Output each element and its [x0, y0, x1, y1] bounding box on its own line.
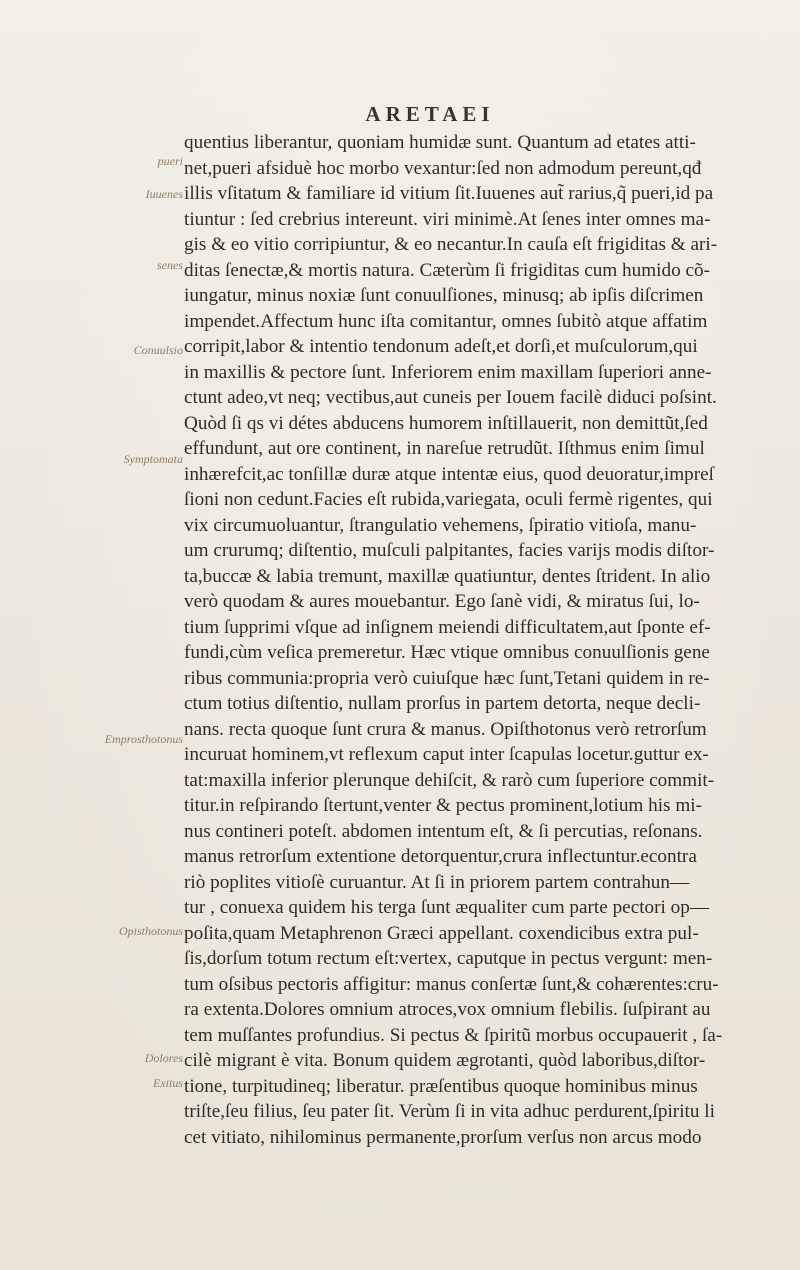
- text-line: nus contineri poteſt. abdomen intentum eſt, & ſi percutias, reſonans.: [184, 820, 703, 842]
- running-title: ARETAEI: [365, 102, 495, 126]
- body-text: [184, 130, 756, 1150]
- margin-notes: [58, 0, 183, 1270]
- margin-note: pueri: [157, 154, 183, 168]
- text-line: quentius liberantur, quoniam humidæ sunt. Quantum ad etates atti-: [184, 132, 696, 153]
- text-line: titur.in reſpirando ſtertunt,venter & pectus prominent,lotium his mi-: [184, 795, 702, 816]
- text-line: ra extenta.Dolores omnium atroces,vox omnium flebilis. ſuſpirant au: [184, 999, 711, 1020]
- text-line: ſis,dorſum totum rectum eſt:vertex, caputque in pectus vergunt: men-: [184, 948, 713, 969]
- text-line: tem muſſantes profundius. Si pectus & ſpiritũ morbus occupauerit , ſa-: [184, 1024, 723, 1046]
- text-line: impendet.Affectum hunc iſta comitantur, omnes ſubitò atque affatim: [184, 310, 708, 332]
- text-line: cet vitiato, nihilominus permanente,prorſum verſus non arcus modo: [184, 1126, 702, 1148]
- text-line: ctum totius diſtentio, nullam prorſus in partem detorta, neque decli-: [184, 693, 701, 714]
- text-line: verò quodam & aures mouebantur. Ego ſanè vidi, & miratus ſui, lo-: [184, 591, 700, 612]
- text-line: ta,buccæ & labia tremunt, maxillæ quatiuntur, dentes ſtrident. In alio: [184, 565, 711, 587]
- margin-note: Opisthotonus: [118, 924, 183, 938]
- margin-note: Conuulsio: [133, 343, 183, 357]
- text-line: inhærefcit,ac tonſillæ duræ atque intentæ eius, quod deuoratur,impreſ: [184, 463, 714, 485]
- text-line: tium ſupprimi vſque ad inſignem meiendi difficultatem,aut ſponte ef-: [184, 616, 711, 638]
- text-line: cilè migrant è vita. Bonum quidem ægrotanti, quòd laboribus,diſtor-: [184, 1050, 706, 1071]
- text-line: triſte,ſeu filius, ſeu pater ſit. Verùm ſi in vita adhuc perdurent,ſpiritu li: [184, 1101, 715, 1122]
- text-line: tur , conuexa quidem his terga ſunt æqualiter cum parte pectori op—: [184, 897, 710, 918]
- text-line: tat:maxilla inferior plerunque dehiſcit, & rarò cum ſuperiore commit-: [184, 769, 715, 791]
- text-line: ctunt adeo,vt neq; vectibus,aut cuneis per Iouem facilè diduci poſsint.: [184, 387, 717, 408]
- text-line: ditas ſenectæ,& mortis natura. Cæterùm ſi frigiditas cum humido cõ-: [184, 259, 710, 281]
- margin-note: Iuuenes: [145, 187, 183, 201]
- text-line: net,pueri afsiduè hoc morbo vexantur:ſed non admodum pereunt,qđ: [184, 157, 702, 179]
- margin-note: senes: [157, 258, 183, 272]
- text-line: gis & eo vitio corripiuntur, & eo necantur.In cauſa eſt frigiditas & ari-: [184, 234, 718, 255]
- text-line: in maxillis & pectore ſunt. Inferiorem enim maxillam ſuperiori anne-: [184, 361, 712, 383]
- text-line: tiuntur : ſed crebrius intereunt. viri minimè.At ſenes inter omnes ma-: [184, 208, 711, 230]
- text-line: Quòd ſi qs vi détes abducens humorem inſtillauerit, non demittũt,ſed: [184, 412, 708, 434]
- text-line: nans. recta quoque ſunt crura & manus. Opiſthotonus verò retrorſum: [184, 718, 707, 740]
- text-line: corripit,labor & intentio tendonum adeſt,et dorſi,et muſculorum,qui: [184, 336, 698, 357]
- text-line: effundunt, aut ore continent, in nareſue retrudũt. Iſthmus enim ſimul: [184, 438, 705, 459]
- text-line: tione, turpitudineq; liberatur. præſentibus quoque hominibus minus: [184, 1075, 698, 1097]
- margin-note: Exitus: [153, 1076, 183, 1090]
- text-line: um crurumq; diſtentio, muſculi palpitantes, facies varijs modis diſtor-: [184, 540, 715, 561]
- text-line: manus retrorſum extentione detorquentur,crura inflectuntur.econtra: [184, 846, 697, 867]
- text-line: vix circumuoluantur, ſtrangulatio vehemens, ſpiratio vitioſa, manu-: [184, 514, 697, 536]
- text-line: ſioni non cedunt.Facies eſt rubida,variegata, oculi fermè rigentes, qui: [184, 489, 713, 510]
- text-line: illis vſitatum & familiare id vitium ſit.Iuuenes aut̃ rarius,q̃ pueri,id pa: [184, 183, 714, 204]
- text-line: incuruat hominem,vt reflexum caput inter ſcapulas locetur.guttur ex-: [184, 744, 709, 765]
- text-line: tum oſsibus pectoris affigitur: manus conſertæ ſunt,& cohærentes:cru-: [184, 973, 719, 995]
- text-line: iungatur, minus noxiæ ſunt conuulſiones, minusq; ab ipſis diſcrimen: [184, 285, 704, 306]
- text-line: poſita,quam Metaphrenon Græci appellant. coxendicibus extra pul-: [184, 922, 699, 944]
- text-line: ribus communia:propria verò cuiuſque hæc ſunt,Tetani quidem in re-: [184, 667, 710, 689]
- text-line: fundi,cùm veſica premeretur. Hæc vtique omnibus conuulſionis gene: [184, 642, 710, 663]
- text-line: riò poplites vitioſè curuantur. At ſi in priorem partem contrahun—: [184, 871, 690, 893]
- margin-note: Dolores: [144, 1051, 183, 1065]
- margin-note: Symptomata: [123, 452, 183, 466]
- margin-note: Emprosthotonus: [104, 732, 183, 746]
